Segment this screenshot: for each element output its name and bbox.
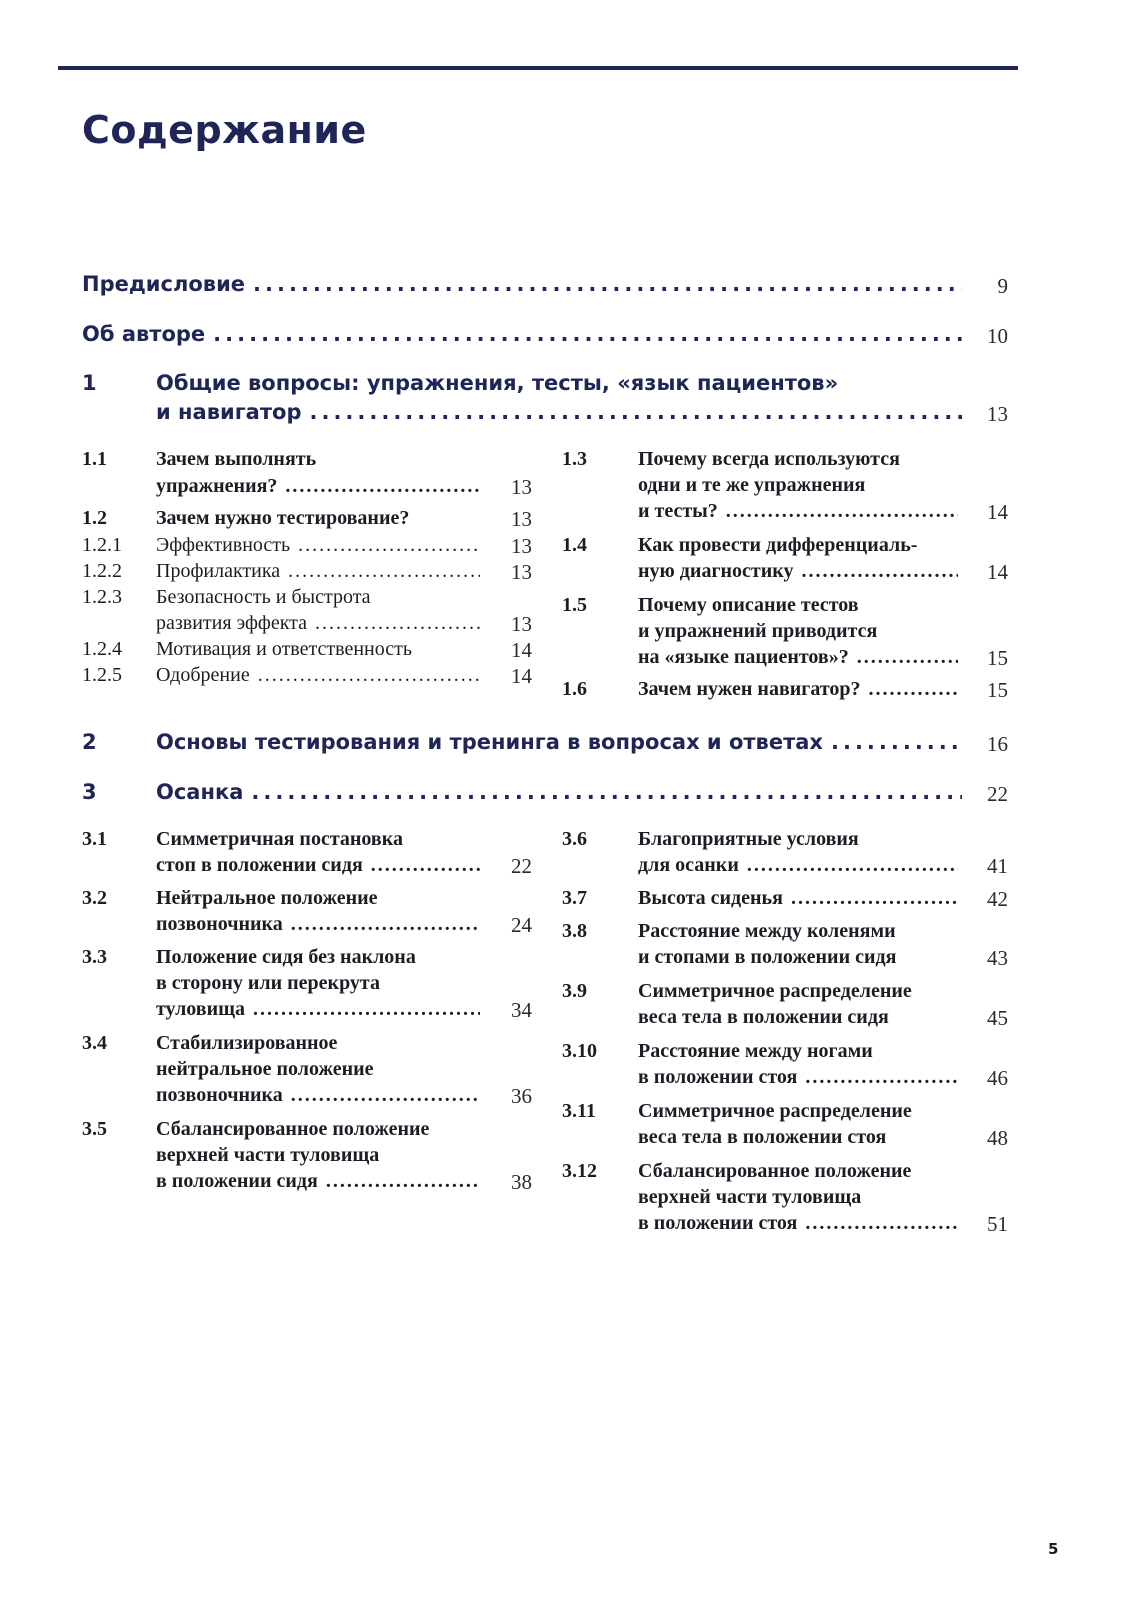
section-title-line: в положении стоя xyxy=(638,1066,798,1088)
toc-entry-1-4[interactable] xyxy=(638,560,958,583)
page-ref: 51 xyxy=(987,1212,1008,1236)
dot-leader xyxy=(245,272,962,296)
toc-entry-1-2-3[interactable] xyxy=(156,612,480,635)
section-number: 1.6 xyxy=(562,678,587,700)
section-number: 3.4 xyxy=(82,1032,107,1054)
section-number: 1.2.1 xyxy=(82,534,122,556)
section-title-line[interactable]: верхней части туловища xyxy=(638,1186,862,1208)
section-title-line[interactable]: Зачем выполнять xyxy=(156,448,317,470)
section-title-line: в положении сидя xyxy=(156,1170,318,1192)
page-ref: 46 xyxy=(987,1066,1008,1090)
page-ref: 36 xyxy=(511,1084,532,1108)
page-ref: 14 xyxy=(511,638,532,662)
section-number: 3.5 xyxy=(82,1118,107,1140)
toc-entry-1-1[interactable] xyxy=(156,475,480,498)
section-title-line[interactable]: Нейтральное положение xyxy=(156,887,378,909)
section-title-line[interactable]: Безопасность и быстрота xyxy=(156,586,371,608)
section-title: Профилактика xyxy=(156,560,281,582)
section-number: 3.11 xyxy=(562,1100,596,1122)
dot-leader xyxy=(280,560,480,583)
chapter-number: 3 xyxy=(82,780,97,804)
section-title-line: позвоночника xyxy=(156,1084,283,1106)
page-ref: 15 xyxy=(987,646,1008,670)
section-title-line[interactable]: нейтральное положение xyxy=(156,1058,374,1080)
section-title-line[interactable]: веса тела в положении сидя xyxy=(638,1006,889,1028)
dot-leader xyxy=(283,1084,480,1107)
toc-entry-chapter-2[interactable] xyxy=(156,730,962,754)
section-title-line[interactable]: Сбалансированное положение xyxy=(638,1160,912,1182)
section-title-line: туловища xyxy=(156,998,245,1020)
toc-entry-3-2[interactable] xyxy=(156,913,480,936)
section-number: 1.2.3 xyxy=(82,586,122,608)
chapter-number: 1 xyxy=(82,371,97,395)
section-title: Зачем нужен навигатор? xyxy=(638,678,861,700)
section-title-line: ную диагностику xyxy=(638,560,794,582)
section-title: Высота сиденья xyxy=(638,887,783,909)
page-ref: 22 xyxy=(511,854,532,878)
toc-entry-3-5[interactable] xyxy=(156,1170,480,1193)
page-ref: 13 xyxy=(511,612,532,636)
chapter-title: Основы тестирования и тренинга в вопросах и ответах xyxy=(156,730,823,754)
section-title-line[interactable]: веса тела в положении стоя xyxy=(638,1126,887,1148)
toc-entry-1-2-5[interactable] xyxy=(156,664,480,687)
section-title-line: упражнения? xyxy=(156,475,278,497)
chapter-number: 2 xyxy=(82,730,97,754)
section-title-line[interactable]: в сторону или перекрута xyxy=(156,972,381,994)
toc-entry-1-5[interactable] xyxy=(638,646,958,669)
section-title-line[interactable]: Почему всегда используются xyxy=(638,448,900,470)
page-ref: 10 xyxy=(987,324,1008,348)
section-title-line[interactable]: Расстояние между ногами xyxy=(638,1040,873,1062)
dot-leader xyxy=(739,854,958,877)
dot-leader xyxy=(797,1066,958,1089)
section-title-line: для осанки xyxy=(638,854,739,876)
section-number: 1.5 xyxy=(562,594,587,616)
dot-leader xyxy=(363,854,480,877)
page-ref: 24 xyxy=(511,913,532,937)
section-number: 1.3 xyxy=(562,448,587,470)
page-ref: 13 xyxy=(511,534,532,558)
section-title-line[interactable]: и упражнений приводится xyxy=(638,620,878,642)
entry-title: Предисловие xyxy=(82,272,246,296)
page-ref: 43 xyxy=(987,946,1008,970)
section-title-line[interactable]: Стабилизированное xyxy=(156,1032,338,1054)
section-title-line[interactable]: верхней части туловища xyxy=(156,1144,380,1166)
dot-leader xyxy=(301,400,962,424)
page-title: Содержание xyxy=(82,108,367,152)
section-title-line: стоп в положении сидя xyxy=(156,854,363,876)
section-number: 3.8 xyxy=(562,920,587,942)
section-number: 1.4 xyxy=(562,534,587,556)
section-title-line: на «языке пациентов»? xyxy=(638,646,849,668)
section-title-line: позвоночника xyxy=(156,913,283,935)
toc-entry-preface[interactable] xyxy=(82,272,962,296)
toc-entry-1-3[interactable] xyxy=(638,500,958,523)
section-number: 3.12 xyxy=(562,1160,597,1182)
section-number: 3.7 xyxy=(562,887,587,909)
dot-leader xyxy=(283,913,480,936)
dot-leader xyxy=(794,560,958,583)
page-ref: 48 xyxy=(987,1126,1008,1150)
toc-entry-1-2-4[interactable]: Мотивация и ответственность xyxy=(156,638,412,660)
chapter-title: Осанка xyxy=(156,780,244,804)
dot-leader xyxy=(205,322,962,346)
toc-entry-about[interactable] xyxy=(82,322,962,346)
section-title-line[interactable]: Симметричное распределение xyxy=(638,980,912,1002)
entry-title: Об авторе xyxy=(82,322,206,346)
dot-leader xyxy=(861,678,958,701)
section-title-line[interactable]: Симметричное распределение xyxy=(638,1100,912,1122)
page-ref: 34 xyxy=(511,998,532,1022)
section-number: 1.1 xyxy=(82,448,107,470)
page-ref: 13 xyxy=(511,475,532,499)
dot-leader xyxy=(290,534,480,557)
header-rule xyxy=(58,66,1018,70)
toc-entry-3-10[interactable] xyxy=(638,1066,958,1089)
section-title: Одобрение xyxy=(156,664,250,686)
dot-leader xyxy=(318,1170,480,1193)
toc-entry-1-6[interactable] xyxy=(638,678,958,701)
page-number: 5 xyxy=(1048,1540,1059,1558)
section-title-line[interactable]: Сбалансированное положение xyxy=(156,1118,430,1140)
toc-entry-1-2-1[interactable] xyxy=(156,534,480,557)
section-title-line[interactable]: Благоприятные условия xyxy=(638,828,859,850)
toc-entry-3-7[interactable] xyxy=(638,887,958,910)
toc-entry-1-2[interactable]: Зачем нужно тестирование? xyxy=(156,507,410,529)
page-ref: 42 xyxy=(987,887,1008,911)
page-ref: 14 xyxy=(511,664,532,688)
section-number: 1.2.5 xyxy=(82,664,122,686)
page-ref: 41 xyxy=(987,854,1008,878)
dot-leader xyxy=(250,664,480,687)
toc-entry-3-1[interactable] xyxy=(156,854,480,877)
page-ref: 15 xyxy=(987,678,1008,702)
section-number: 1.2.4 xyxy=(82,638,122,660)
dot-leader xyxy=(243,780,962,804)
page-ref: 14 xyxy=(987,560,1008,584)
page-ref: 45 xyxy=(987,1006,1008,1030)
section-title-line[interactable]: и стопами в положении сидя xyxy=(638,946,897,968)
section-number: 1.2.2 xyxy=(82,560,122,582)
section-number: 3.6 xyxy=(562,828,587,850)
dot-leader xyxy=(245,998,480,1021)
toc-entry-chapter-1[interactable] xyxy=(156,400,962,424)
page-ref: 13 xyxy=(987,402,1008,426)
section-number: 3.2 xyxy=(82,887,107,909)
section-title-line: развития эффекта xyxy=(156,612,308,634)
section-title-line[interactable]: Как провести дифференциаль- xyxy=(638,534,918,556)
toc-entry-chapter-3[interactable] xyxy=(156,780,962,804)
page-ref: 16 xyxy=(987,732,1008,756)
section-title-line[interactable]: Симметричная постановка xyxy=(156,828,403,850)
section-number: 3.10 xyxy=(562,1040,597,1062)
page-ref: 9 xyxy=(997,274,1008,298)
dot-leader xyxy=(718,500,958,523)
toc-entry-3-4[interactable] xyxy=(156,1084,480,1107)
section-number: 1.2 xyxy=(82,507,107,529)
section-title-line[interactable]: Положение сидя без наклона xyxy=(156,946,416,968)
toc-entry-3-6[interactable] xyxy=(638,854,958,877)
section-title-line: и тесты? xyxy=(638,500,718,522)
page-ref: 22 xyxy=(987,782,1008,806)
chapter-title-line: и навигатор xyxy=(156,400,302,424)
section-number: 3.3 xyxy=(82,946,107,968)
page-ref: 13 xyxy=(511,560,532,584)
section-number: 3.1 xyxy=(82,828,107,850)
chapter-title-line[interactable]: Общие вопросы: упражнения, тесты, «язык пациентов» xyxy=(156,371,839,395)
section-number: 3.9 xyxy=(562,980,587,1002)
dot-leader xyxy=(277,475,480,498)
section-title: Эффективность xyxy=(156,534,291,556)
toc-entry-3-3[interactable] xyxy=(156,998,480,1021)
page-ref: 13 xyxy=(511,507,532,531)
page-ref: 38 xyxy=(511,1170,532,1194)
toc-entry-1-2-2[interactable] xyxy=(156,560,480,583)
dot-leader xyxy=(783,887,958,910)
toc-entry-3-12[interactable] xyxy=(638,1212,958,1235)
dot-leader xyxy=(307,612,480,635)
section-title-line: в положении стоя xyxy=(638,1212,798,1234)
section-title-line[interactable]: Расстояние между коленями xyxy=(638,920,896,942)
dot-leader xyxy=(797,1212,958,1235)
section-title-line[interactable]: Почему описание тестов xyxy=(638,594,859,616)
page-ref: 14 xyxy=(987,500,1008,524)
dot-leader xyxy=(849,646,958,669)
dot-leader xyxy=(823,730,962,754)
section-title-line[interactable]: одни и те же упражнения xyxy=(638,474,866,496)
